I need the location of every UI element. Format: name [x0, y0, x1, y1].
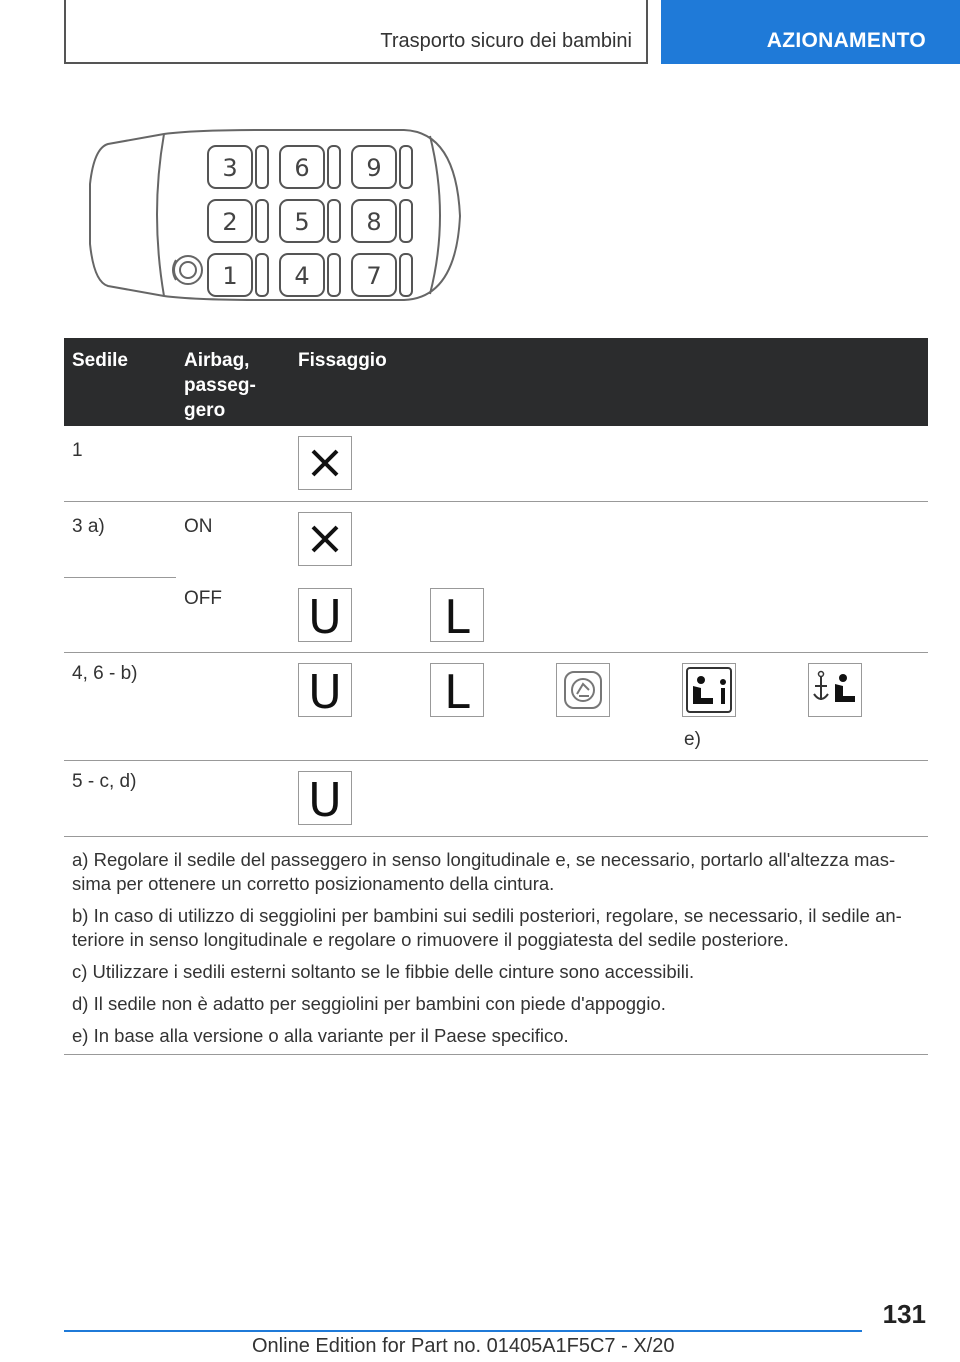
header-fixing: Fissaggio — [298, 350, 387, 371]
seat-number: 1 — [222, 262, 238, 290]
i-size-icon — [682, 663, 736, 717]
universal-u-icon: U — [298, 663, 352, 717]
cross-icon — [298, 436, 352, 490]
seat-cell: 4, 6 - b) — [72, 663, 138, 684]
chapter-title: Trasporto sicuro dei bambini — [380, 30, 632, 52]
seat-2 — [208, 200, 268, 242]
footnote-line: sima per ottenere un corretto posizionamento della cintura. — [72, 873, 555, 894]
footer-edition: Online Edition for Part no. 01405A1F5C7 - X/20 — [252, 1335, 675, 1357]
seat-5 — [280, 200, 340, 242]
footnote-line: c) Utilizzare i sedili esterni soltanto se le fibbie delle cinture sono accessibili. — [72, 961, 695, 982]
footnote-line: teriore in senso longitudinale e regolare o rimuovere il poggiatesta del sedile posteriore. — [72, 929, 789, 950]
seat-number: 5 — [294, 208, 310, 236]
footnote-line: d) Il sedile non è adatto per seggiolini per bambini con piede d'appoggio. — [72, 993, 666, 1014]
icon-footnote: e) — [684, 729, 701, 750]
seat-number: 9 — [366, 154, 382, 182]
seat-number: 4 — [294, 262, 310, 290]
table-row — [64, 502, 928, 578]
section-title: AZIONAMENTO — [766, 29, 926, 52]
footnotes — [64, 836, 928, 1055]
seat-cell: 1 — [72, 440, 83, 461]
seat-layout-diagram — [84, 124, 464, 309]
universal-u-icon: U — [298, 588, 352, 642]
header-section-box — [661, 0, 960, 64]
anchor-seat-icon — [808, 663, 862, 717]
footnote-line: b) In caso di utilizzo di seggiolini per bambini sui sedili posteriori, regolare, se necessario, il sedile an- — [72, 905, 902, 926]
child-seat-table — [64, 338, 928, 837]
table-row — [64, 761, 928, 837]
header-title-box — [64, 0, 648, 64]
footer-divider — [64, 1330, 862, 1332]
seat-number: 6 — [294, 154, 310, 182]
page-number: 131 — [882, 1299, 926, 1329]
semi-universal-l-icon: L — [430, 588, 484, 642]
airbag-cell: OFF — [184, 588, 222, 609]
seat-number: 8 — [366, 208, 382, 236]
seat-number: 3 — [222, 154, 238, 182]
seat-1 — [208, 254, 268, 296]
header-airbag — [184, 348, 256, 423]
seat-8 — [352, 200, 412, 242]
isofix-seat-icon — [556, 663, 610, 717]
airbag-cell: ON — [184, 516, 213, 537]
seat-6 — [280, 146, 340, 188]
cross-icon — [298, 512, 352, 566]
table-row — [64, 426, 928, 502]
seat-3 — [208, 146, 268, 188]
table-header — [64, 338, 928, 426]
seat-cell: 5 - c, d) — [72, 771, 137, 792]
universal-u-icon: U — [298, 771, 352, 825]
seat-number: 7 — [366, 262, 382, 290]
header-airbag-line: Airbag, — [184, 350, 250, 371]
seat-number: 2 — [222, 208, 238, 236]
seat-7 — [352, 254, 412, 296]
footnote-line: e) In base alla versione o alla variante per il Paese specifico. — [72, 1025, 569, 1046]
car-outline-icon — [84, 124, 464, 304]
seat-cell: 3 a) — [72, 516, 105, 537]
table-row — [64, 653, 928, 761]
seat-9 — [352, 146, 412, 188]
header-airbag-line: gero — [184, 400, 226, 421]
header-seat: Sedile — [72, 350, 128, 371]
seat-4 — [280, 254, 340, 296]
semi-universal-l-icon: L — [430, 663, 484, 717]
footnote-line: a) Regolare il sedile del passeggero in senso longitudinale e, se necessario, portarlo all'altezza mas- — [72, 849, 896, 870]
header-airbag-line: passeg- — [184, 375, 256, 396]
table-row — [64, 578, 928, 653]
